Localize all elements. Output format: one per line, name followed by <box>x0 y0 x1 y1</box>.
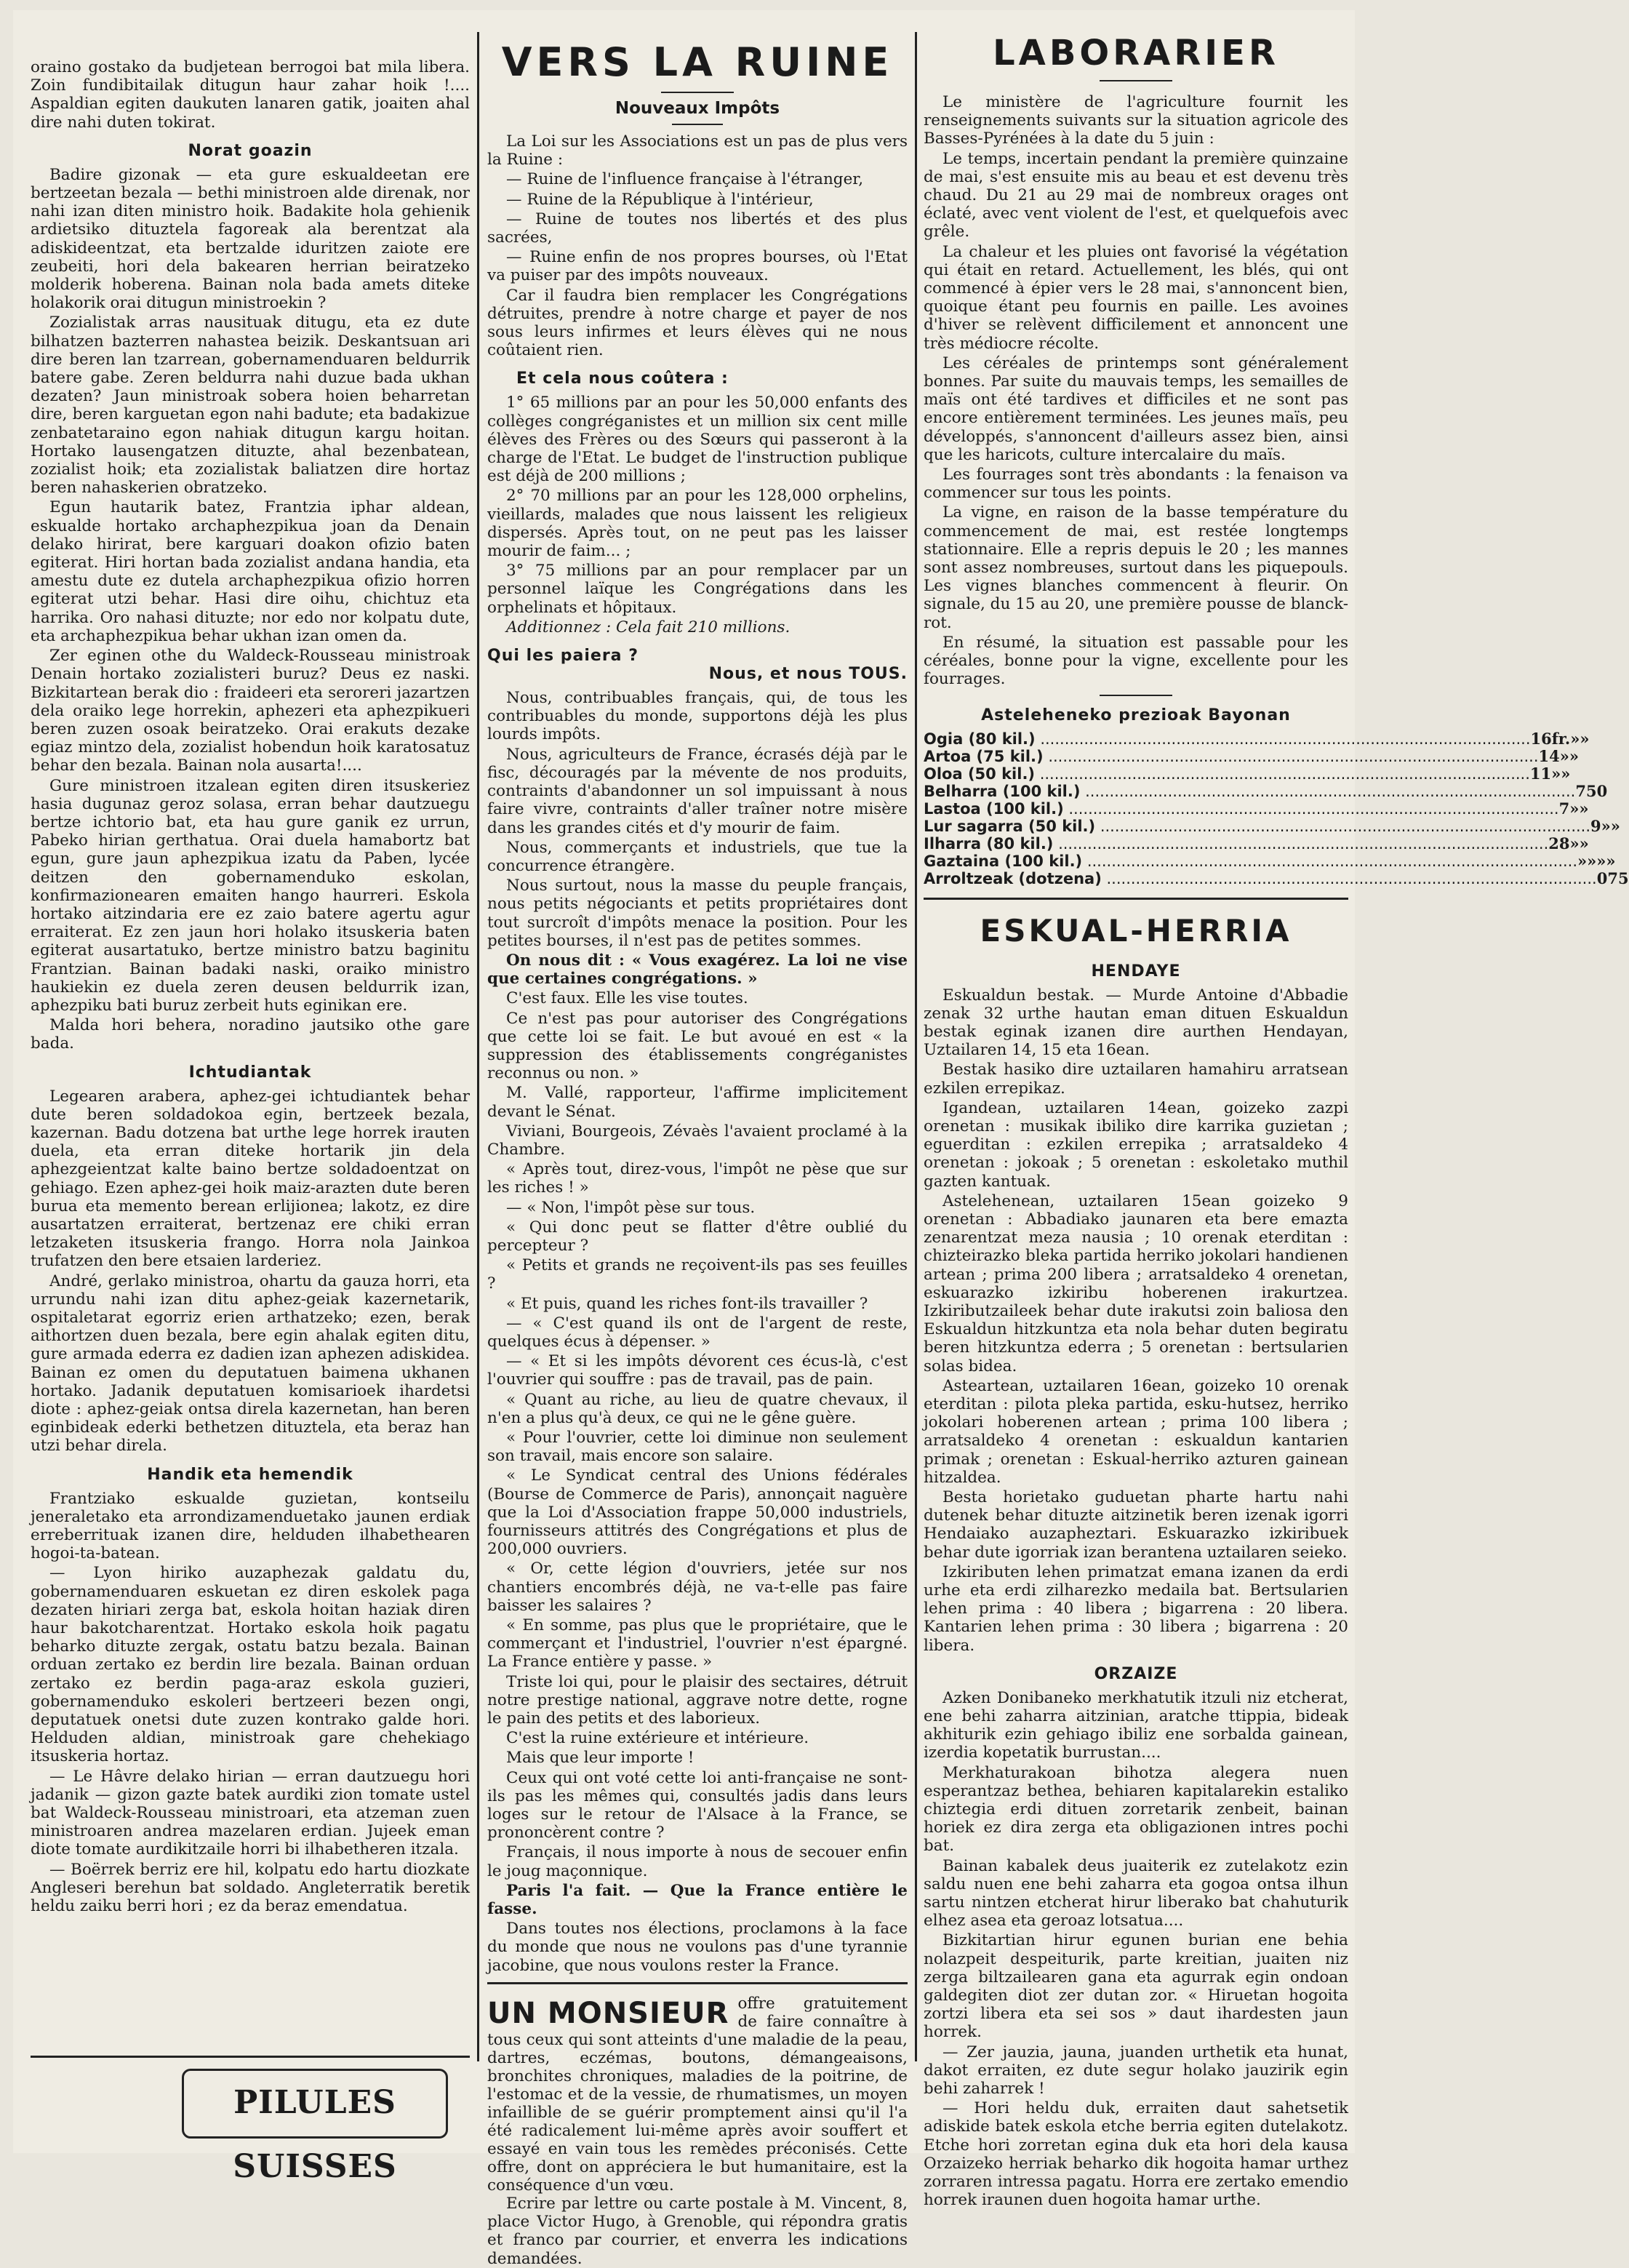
price-value: 0 <box>1596 869 1608 887</box>
paragraph: La chaleur et les pluies ont favorisé la végétation qui était en retard. Actuellement, les blés, qui ont commencé à épier vers le 28 mai, s'annoncent bien, quoique étant peu fournis en paille. Les avoines d'hiver se relèvent difficilement et annoncent une très médiocre récolte. <box>924 242 1348 353</box>
paragraph: Legearen arabera, aphez-gei ichtudiantek behar dute beren soldadokoa egin, bertzeek bezala, kazernan. Badu dotzena bat urthe lege horrek irauten duela, eta erran diteke hortarik jin dela aphezgeientzat kalte baino bertze soldadoentzat on gehiago. Ezen aphez-gei hoik maiz-arazten dute beren burua eta memento berean erlijionea; lakotz, ez dire ausartatzen erraiterat, bertzenaz ere chiki erran letzaketen itsuskeria frango. Horra nola Jainkoa trufatzen den bere etsaien larderiez. <box>31 1087 470 1271</box>
price-cents: »» <box>1559 746 1580 765</box>
price-row <box>924 746 1580 765</box>
paragraph: Zer eginen othe du Waldeck-Rousseau ministroak Denain hortako zozialisteri buruz? Deus ez naski. Bizkitartean berak dio : fraideeri eta seroreri jazartzen dela oraiko lege horrekin, aphezeri eta aphezpikueri beren zuzen osoak beiratzeko. Orai erakuts dezake egiaz mintzo dela, zozialist hobendun hoik karatosatuz behar den bezala. Bainan nola ausarta!.... <box>31 647 470 775</box>
heading-et-cela-nous-coutera: Et cela nous coûtera : <box>516 370 729 388</box>
paragraph: « Le Syndicat central des Unions fédérales (Bourse de Commerce de Paris), annonçait naguère que la Loi d'Association frappe 50,000 industriels, fournisseurs attitrés des Congrégations et plus de 200,000 ouvriers. <box>487 1466 908 1559</box>
price-value: »» <box>1577 851 1597 870</box>
paragraph: — Le Hâvre delako hirian — erran dautzuegu hori jadanik — gizon gazte batek aurdiki zion tomate ustel bat Waldeck-Rousseau ministroari, eta atzeman zuen ministroaren andrea mazelaren erdian. Jujeek eman diote tomate aurdikitzaile horri bi ilhabetheren itzala. <box>31 1767 470 1859</box>
paragraph: Additionnez : Cela fait 210 millions. <box>506 618 791 636</box>
paragraph: Gure ministroen itzalean egiten diren itsuskeriez hasia dugunaz geroz solasa, erran behar dautzuegu bertze ichtorio bat, eta hau gure ganik ez urrun, Pabeko hirian gerthatua. Orai duela hamabortz bat egun, gure jaun aphezpikua izatu da Paben, lycée deitzen den gobernamenduko eskolan, konfirmazionearen emaiten hango haurreri. Eskola hortako aitzindaria ere ez zaio batere agertu agur erraiterat. Ez zen jaun hori holako itsuskeria baten egiterat ausartatuko, bertze ministro batzu baginitu Frantzian. Bainan badaki naski, oraiko ministro haukiekin ez duela zeren deusen beldurrik izan, aphezpiku bati buruz zerbeit huts eginikan ere. <box>31 776 470 1015</box>
price-cents: »» <box>1596 851 1616 870</box>
paragraph: Nous, contribuables français, qui, de tous les contribuables du monde, supportons déjà les plus lourds impôts. <box>487 689 908 744</box>
paragraph: Français, il nous importe à nous de secouer enfin le joug maçonnique. <box>487 1843 908 1880</box>
paragraph: Ce n'est pas pour autoriser des Congrégations que cette loi se fait. Le but avoué en est « la suppression des établissements congréganistes reconnus ou non. » <box>487 1009 908 1083</box>
paragraph: Egun hautarik batez, Frantzia iphar aldean, eskualde hortako archaphezpikua joan da Denain delako hirirat, bere karguari doakon ofizio baten egiterat. Hiri hortan bada zozialist andana handia, eta amestu dute ez dutela archaphezpikua ofizio horren egiterat utzi behar. Hasi dire oihu, chichtuz eta harrika. Oro nahasi dituzte; nor edo nor kolpatu dute, eta archaphezpikua behar ukhan izan omen da. <box>31 498 470 645</box>
paragraph: Triste loi qui, pour le plaisir des sectaires, détruit notre prestige national, aggrave notre dette, rogne le pain des petits et des laborieux. <box>487 1672 908 1728</box>
divider <box>1100 80 1172 81</box>
heading-nous-et-nous-tous: Nous, et nous TOUS. <box>708 665 908 684</box>
price-item-name: Lastoa (100 kil.) ..... <box>924 800 1559 818</box>
paragraph: Eskualdun bestak. — Murde Antoine d'Abbadie zenak 32 urthe hautan eman dituen Eskualdun bestak eginak izanen dire aurthen Hendayan, Uztailaren 14, 15 eta 16ean. <box>924 986 1348 1060</box>
paragraph: Nous surtout, nous la masse du peuple français, nous petits négociants et petits propriétaires dont tout surcroît d'impôts menace la position. Pour les petites bourses, il n'est pas de petites sommes. <box>487 877 908 950</box>
divider <box>31 2056 470 2058</box>
paragraph: C'est faux. Elle les vise toutes. <box>506 989 748 1008</box>
price-cents: 50 <box>1585 781 1608 800</box>
paragraph: Asteartean, uztailaren 16ean, goizeko 10 orenak eterditan : pilota pleka partida, esku-hutsez, herriko jokolari hoberenen artean ; prima 100 libera ; arratsaldeko 4 orenetan : eskualdun kantarien primak ; orenetan : Eskual-herriko azturen gainean hitzaldea. <box>924 1376 1348 1487</box>
paragraph: Badire gizonak — eta gure eskualdeetan ere bertzeetan bezala — bethi ministroen alde direnak, nor nahi izan diten ministro hoik. Badakite hola gehienik ardietsiko dituztela fagoreak ala berentzat ala adiskideentzat, eta bertzalde iduritzen zaiote ere zeubeiti, hori dela bakearen herrian beiratzeko molderik hoberena. Bainan nola bada amets diteke holakorik orai ditugun ministroekin ? <box>31 165 470 313</box>
divider <box>1100 695 1172 696</box>
paragraph: — « C'est quand ils ont de l'argent de reste, quelques écus à dépenser. » <box>487 1314 908 1351</box>
price-row <box>924 816 1620 835</box>
paragraph: « En somme, pas plus que le propriétaire, que le commerçant et l'industriel, l'ouvrier n'est épargné. La France entière y passe. » <box>487 1616 908 1672</box>
price-row <box>924 764 1571 783</box>
paragraph: « Or, cette légion d'ouvriers, jetée sur nos chantiers encombrés déjà, ne va-t-elle pas faire baisser les salaires ? <box>487 1560 908 1615</box>
paragraph: « Petits et grands ne reçoivent-ils pas ses feuilles ? <box>487 1256 908 1293</box>
paragraph: — Lyon hiriko auzaphezak galdatu du, gobernamenduaren eskuetan ez diren eskolek paga dezaten hiriari zerga bat, eskola hoitan haziak diren haur bakotcharentzat. Hortako eskola hoik pagatu beharko dituzte zergak, ostatu batzu bezala. Bainan orduan zertako ez berdin lire bezala. Bainan orduan zertako ez berdin paga-araz eskola guzieri, gobernamenduko eskoleri bertzeeri bezen ongi, deputatuek onetsi dute zuzen kontrako galde hori. Helduden aldian, ministroak gare chehekiago itsuskeria hortaz. <box>31 1564 470 1766</box>
intro-paragraph: oraino gostako da budjetean berrogoi bat mila libera. Zoin fundibitailak ditugun haur zahar hoik !.... Aspaldian egiten daukuten lanaren gatik, joaiten ahal dire nahi duten tokirat. <box>31 58 470 132</box>
divider <box>487 1982 908 1984</box>
heading-norat-goazin: Norat goazin <box>188 141 313 160</box>
price-value: 7 <box>1558 799 1570 818</box>
paragraph: Les céréales de printemps sont généralement bonnes. Par suite du mauvais temps, les semailles de maïs ont été tardives et difficiles et ne sont pas encore entièrement terminées. Les jeunes maïs, peu développés, s'annoncent d'ailleurs assez bien, ainsi que les haricots, culture intercalaire du maïs. <box>924 354 1348 464</box>
price-row <box>924 851 1616 870</box>
price-item-name: Ogia (80 kil.) ..... <box>924 730 1531 748</box>
paragraph: Viviani, Bourgeois, Zévaès l'avaient proclamé à la Chambre. <box>487 1122 908 1159</box>
paragraph: — Ruine de l'influence française à l'étranger, <box>506 170 864 189</box>
headline-vers-la-ruine: VERS LA RUINE <box>501 39 894 85</box>
paragraph: André, gerlako ministroa, ohartu da gauza horri, eta urrundu nahi izan ditu aphez-geiak kazernetarik, ospitaletarat egorriz erien arthatzeko; ezen, berak aithortzen duen bezala, bere egin ahalak egiten ditu, gure armada ederra ez dadien izan aphezen adiskidea. Bainan ez omen du deputatuen baimena ukhanen hortako. Jadanik deputatuen komisarioek ihardetsi diote : aphez-geiak ontsa direla kazernetan, han beren eginbideak ederki bethetzen dituztela, eta beraz han utzi behar direla. <box>31 1271 470 1456</box>
paragraph: Bestak hasiko dire uztailaren hamahiru arratsean ezkilen errepikaz. <box>924 1061 1348 1098</box>
monsieur-ad-title: UN MONSIEUR <box>487 1996 729 2030</box>
paragraph: — Ruine enfin de nos propres bourses, où l'Etat va puiser par des impôts nouveaux. <box>487 248 908 285</box>
paragraph: Izkiributen lehen primatzat emana izanen da erdi urhe eta erdi zilharezko medaila bat. Bertsularien lehen prima : 40 libera ; bigarrena : 20 libera. Kantarien lehen prima : 30 libera ; bigarrena : 20 libera. <box>924 1562 1348 1655</box>
paragraph: Azken Donibaneko merkhatutik itzuli niz etcherat, ene behi zaharra aitzinian, aratche ttippia, bideak akhiturik ezin gehiago ibiliz ene sorbalda gainean, izerdia kopetatik burrustan.... <box>924 1688 1348 1762</box>
heading-hendaye: HENDAYE <box>1091 962 1181 981</box>
paragraph: Dans toutes nos élections, proclamons à la face du monde que nous ne voulons pas d'une tyrannie jacobine, que nous voulons rester la France. <box>487 1920 908 1975</box>
paragraph: Mais que leur importe ! <box>506 1749 695 1768</box>
price-row <box>924 834 1589 853</box>
heading-ichtudiantak: Ichtudiantak <box>188 1063 312 1082</box>
paragraph: — Boërrek berriz ere hil, kolpatu edo hartu diozkate Angleseri berehun bat soldado. Angleterratik beretik heldu zaiku berri hori ; ez da beraz emendatua. <box>31 1860 470 1916</box>
column-right <box>924 10 1629 2210</box>
paragraph: « Après tout, direz-vous, l'impôt ne pèse que sur les riches ! » <box>487 1160 908 1197</box>
price-cents: »» <box>1551 764 1571 783</box>
price-row <box>924 869 1629 887</box>
paragraph: C'est la ruine extérieure et intérieure. <box>506 1729 809 1748</box>
price-value: 16 <box>1530 729 1552 748</box>
column-rule <box>477 32 479 2061</box>
divider <box>924 898 1348 900</box>
paragraph: 2° 70 millions par an pour les 128,000 orphelins, vieillards, malades que nous laissent les religieux dispersés. Après tout, on ne peut pas les laisser mourir de faim... ; <box>487 487 908 561</box>
divider <box>661 92 734 93</box>
paragraph: — « Et si les impôts dévorent ces écus-là, c'est l'ouvrier qui souffre : pas de travail, pas de pain. <box>487 1352 908 1389</box>
paragraph: Le temps, incertain pendant la première quinzaine de mai, s'est ensuite mis au beau et est devenu très chaud. Du 21 au 29 mai de nombreux orages ont éclaté, avec vent violent de l'est, et quelquefois avec grêle. <box>924 149 1348 241</box>
divider <box>672 124 723 125</box>
paragraph: Malda hori behera, noradino jautsiko othe gare bada. <box>31 1016 470 1053</box>
price-item-name: Gaztaina (100 kil.) ..... <box>924 853 1577 870</box>
column-rule <box>915 32 917 2061</box>
price-row <box>924 729 1590 748</box>
paragraph: Paris l'a fait. — Que la France entière le fasse. <box>487 1881 908 1919</box>
heading-prices: Asteleheneko prezioak Bayonan <box>981 706 1291 724</box>
price-cents: »» <box>1601 816 1620 835</box>
paragraph: Merkhaturakoan bihotza alegera nuen esperantzaz bethea, behiaren kapitalarekin estaliko chiztegia erdi dituen zorretarik zenbeit, bainan horiek ez dira zerga eta obligazionen intres pochi bat. <box>924 1763 1348 1856</box>
paragraph: « Qui donc peut se flatter d'être oublié du percepteur ? <box>487 1218 908 1255</box>
price-cents: »» <box>1569 834 1589 853</box>
paragraph: Le ministère de l'agriculture fournit les renseignements suivants sur la situation agricole des Basses-Pyrénées à la date du 5 juin : <box>924 93 1348 148</box>
price-item-name: Artoa (75 kil.) ..... <box>924 748 1539 765</box>
paragraph: Besta horietako guduetan pharte hartu nahi dutenek behar dituzte aitzinetik beren izenak igorri Hendaiako auzapheztari. Eskuarazko izkiribuek behar dute igorriak izan berantena uztailaren seieko. <box>924 1488 1348 1562</box>
paragraph: On nous dit : « Vous exagérez. La loi ne vise que certaines congrégations. » <box>487 951 908 989</box>
paragraph: 1° 65 millions par an pour les 50,000 enfants des collèges congréganistes et un million six cent mille élèves des Frères ou des Sœurs qui passeront à la charge de l'Etat. Le budget de l'instruction publique est déjà de 200 millions ; <box>487 394 908 486</box>
column-basque-left <box>31 10 470 2153</box>
paragraph: Nous, commerçants et industriels, que tue la concurrence étrangère. <box>487 838 908 875</box>
price-item-name: Arroltzeak (dotzena) ..... <box>924 870 1597 887</box>
paragraph: Igandean, uztailaren 14ean, goizeko zazpi orenetan : musikak ibiliko dire karrika guzietan ; eguerditan : ezkilen errepika ; arratsaldeko 4 orenetan : jokoak ; 5 orenetan : eskoletako muthil gazten kantuak. <box>924 1098 1348 1191</box>
paragraph: « Pour l'ouvrier, cette loi diminue non seulement son travail, mais encore son salaire. <box>487 1429 908 1466</box>
column-french-center <box>487 10 908 2268</box>
price-cents: »» <box>1569 799 1589 818</box>
headline-laborarier: LABORARIER <box>993 33 1279 73</box>
price-value: 7 <box>1575 781 1586 800</box>
paragraph: La Loi sur les Associations est un pas de plus vers la Ruine : <box>487 132 908 169</box>
paragraph: Bizkitartian hirur egunen burian ene behia nolazpeit despeiturik, parte kreitian, juaiten niz zerga biltzailearen gana eta agurrak egin ondoan galdegiten diot zer dutan zor. « Hiruetan hogoita zortzi libera eta sei sos » daut ihardesten jaun horrek. <box>924 1931 1348 2042</box>
paragraph: Ceux qui ont voté cette loi anti-française ne sont-ils pas les mêmes qui, consultés jadis dans leurs loges sur le retour de l'Alsace à la France, se prononcèrent contre ? <box>487 1768 908 1842</box>
paragraph: — « Non, l'impôt pèse sur tous. <box>506 1198 756 1217</box>
paragraph: — Ruine de la République à l'intérieur, <box>506 190 814 209</box>
price-list <box>924 729 1629 887</box>
paragraph: Car il faudra bien remplacer les Congrégations détruites, prendre à notre charge et payer de nos sous leurs infirmes et leurs élèves qui ne nous coûtaient rien. <box>487 286 908 360</box>
paragraph: Frantziako eskualde guzietan, kontseilu jeneraletako eta arrondizamenduetako jaunen erdiak erreberrituak izanen dire, helduden ilhabethearen hogoi-ta-batean. <box>31 1489 470 1563</box>
price-row <box>924 781 1608 800</box>
headline-eskual-herria: ESKUAL-HERRIA <box>980 912 1292 949</box>
paragraph: Zozialistak arras nausituak ditugu, eta ez dute bilhatzen bazterren nahastea beizik. Deskantsuan ari dire beren lan tzarrean, gobernamenduaren beldurrik batere gabe. Zeren beldurra nahi duzue bada ukhan dezaten? Jaun ministroak sobera hoien beharretan dire, beren karguetan egon nahi badute; eta badakizue zenbatetaraino egon nahiak ditugun kargu hoitan. Hortako lausengatzen dituzte, ahal bezenbatean, zozialist hoik; eta zozialistak baliatzen dire hortaz beren nahaskerien obratzeko. <box>31 314 470 498</box>
pilules-suisses-ad: PILULES SUISSES <box>182 2069 448 2139</box>
paragraph: M. Vallé, rapporteur, l'affirme implicitement devant le Sénat. <box>487 1084 908 1121</box>
price-item-name: Ilharra (80 kil.) ..... <box>924 835 1548 853</box>
paragraph: Les fourrages sont très abondants : la fenaison va commencer sur tous les points. <box>924 466 1348 503</box>
paragraph: En résumé, la situation est passable pour les céréales, bonne pour la vigne, excellente pour les fourrages. <box>924 633 1348 689</box>
paragraph: — Zer jauzia, jauna, juanden urthetik eta hunat, dakot erraiten, ez dute segur holako jauzirik egin behi zaharrek ! <box>924 2043 1348 2099</box>
paragraph: — Hori heldu duk, erraiten daut sahetsetik adiskide batek eskola etche berria egiten dutelakotz. Etche hori zorretan egina duk eta hori dela kausa Orzaizeko herriak beharko dik hogoita hamar urthez zorraren intressa pagatu. Horra ere zertako emendio horrek iraunen duen hogoita hamar urthe. <box>924 2099 1348 2210</box>
heading-handik-eta-hemendik: Handik eta hemendik <box>147 1465 353 1484</box>
price-value: 11 <box>1529 764 1552 783</box>
price-value: 14 <box>1538 746 1560 765</box>
price-value: 28 <box>1548 834 1570 853</box>
paragraph: — Ruine de toutes nos libertés et des plus sacrées, <box>487 209 908 247</box>
heading-qui-les-paiera: Qui les paiera ? <box>487 647 639 666</box>
paragraph: Astelehenean, uztailaren 15ean goizeko 9 orenetan : Abbadiako jaunaren eta bere emazta zenarentzat meza nausia ; 10 orenak eterditan : chizteirazko bleka partida herriko jokolari handienen artean ; prima 200 libera ; arratsaldeko 4 orenetan, eskuarazko izkiribu hoberenen irakurtzea. Izkiributzaileek behar dute irakutsi zoin baliosa den Eskualdun hitzkuntza eta nola behar duten begiratu beren hitzkuntza ederra ; 5 orenetan : bertsularien solas bidea. <box>924 1191 1348 1375</box>
heading-orzaize: ORZAIZE <box>1094 1664 1178 1683</box>
price-cents: 75 <box>1607 869 1629 887</box>
price-item-name: Oloa (50 kil.) ..... <box>924 765 1530 783</box>
price-item-name: Belharra (100 kil.) ..... <box>924 783 1575 800</box>
price-item-name: Lur sagarra (50 kil.) ..... <box>924 818 1590 835</box>
price-row <box>924 799 1589 818</box>
price-cents: fr.»» <box>1551 729 1590 748</box>
monsieur-ad <box>487 1995 908 2195</box>
paragraph: « Quant au riche, au lieu de quatre chevaux, il n'en a plus qu'à deux, ce qui ne le gêne guère. <box>487 1390 908 1427</box>
subheading-nouveaux-impots: Nouveaux Impôts <box>615 99 780 118</box>
monsieur-ad-text: offre gratuitement de faire connaître à tous ceux qui sont atteints d'une maladie de la peau, dartres, eczémas, boutons, démangeaisons, bronchites chroniques, maladies de la poitrine, de l'estomac et de la vessie, de rhumatismes, un moyen infaillible de se guérir promptement ainsi qu'il l'a été radicalement lui-même après avoir souffert et essayé en vain tous les remèdes préconisés. Cette offre, dont on appréciera le but humanitaire, est la conséquence d'un vœu. <box>487 1994 908 2195</box>
paragraph: La vigne, en raison de la basse température du commencement de mai, est restée longtemps stationnaire. Elle a repris depuis le 20 ; les mannes sont assez nombreuses, surtout dans les piquepouls. Les vignes blanches commencent à fleurir. On signale, du 15 au 20, une première pousse de blanck-rot. <box>924 503 1348 632</box>
price-value: 9 <box>1590 816 1601 835</box>
newspaper-page <box>13 10 1629 2268</box>
monsieur-ad-contact: Ecrire par lettre ou carte postale à M. Vincent, 8, place Victor Hugo, à Grenoble, qui répondra gratis et franco par courrier, et enverra les indications demandées. <box>487 2194 908 2268</box>
paragraph: « Et puis, quand les riches font-ils travailler ? <box>506 1294 868 1313</box>
paragraph: Bainan kabalek deus juaiterik ez zutelakotz ezin saldu nuen ene behi zaharra eta gogoa ontsa ilhun sartu nintzen etcherat hirur liberako bat chahuturik elhez asea eta geroaz lotsatua.... <box>924 1856 1348 1930</box>
paragraph: Nous, agriculteurs de France, écrasés déjà par le fisc, découragés par la mévente de nos produits, contraints d'abandonner un sol impuissant à nous faire vivre, contraints d'aller traîner notre misère dans les grandes cités et d'y mourir de faim. <box>487 745 908 837</box>
paragraph: 3° 75 millions par an pour remplacer par un personnel laïque les Congrégations dans les orphelinats et hôpitaux. <box>487 562 908 617</box>
